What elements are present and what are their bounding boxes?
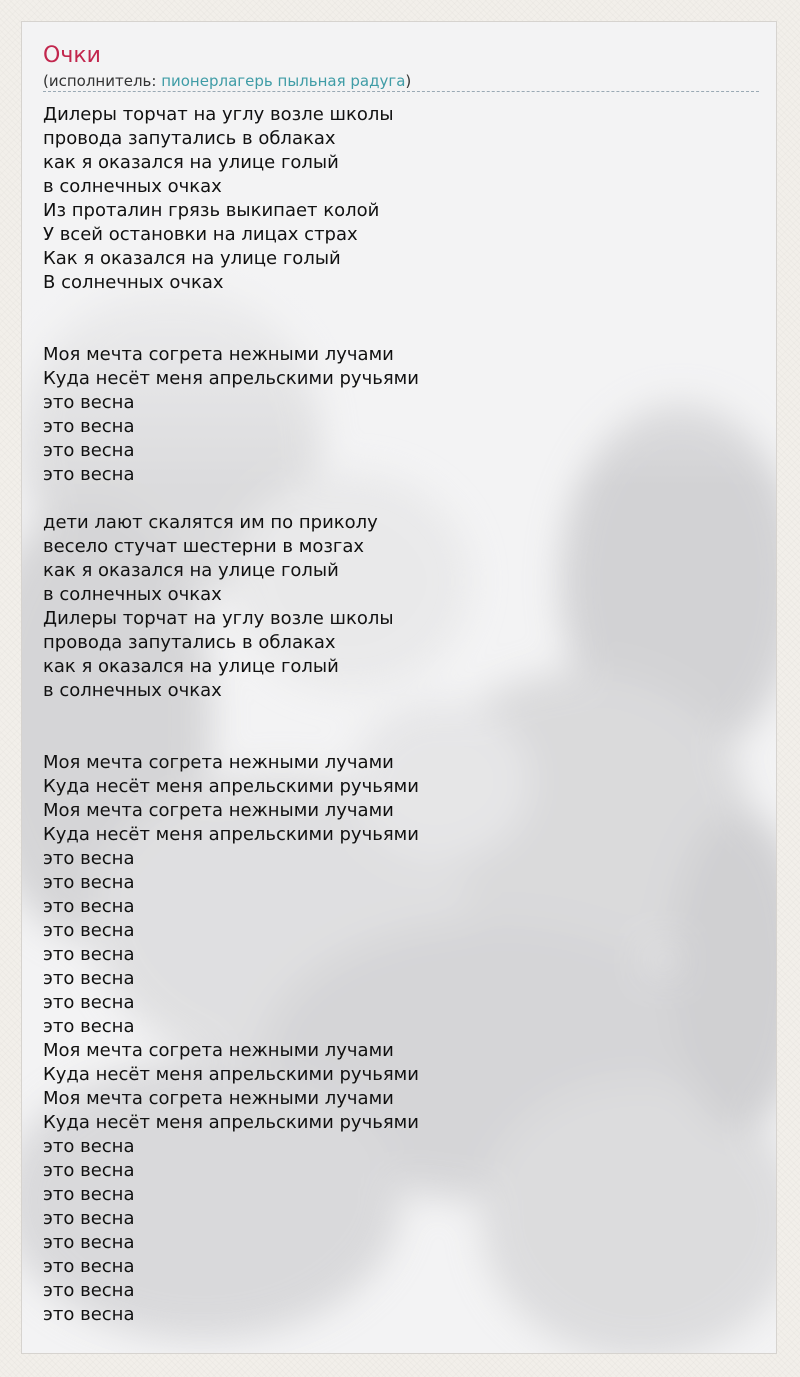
lyric-line: это весна	[43, 1280, 135, 1301]
lyric-line: дети лают скалятся им по приколу	[43, 512, 378, 533]
lyric-line: это весна	[43, 1184, 135, 1205]
lyric-line: в солнечных очках	[43, 176, 222, 197]
lyric-line: Куда несёт меня апрельскими ручьями	[43, 1064, 419, 1085]
lyric-line: весело стучат шестерни в мозгах	[43, 536, 365, 557]
lyric-line: это весна	[43, 1232, 135, 1253]
lyrics-text	[43, 103, 759, 1327]
lyric-line: Как я оказался на улице голый	[43, 248, 341, 269]
lyric-line: это весна	[43, 1304, 135, 1325]
lyric-line: Моя мечта согрета нежными лучами	[43, 752, 394, 773]
lyric-line: это весна	[43, 1256, 135, 1277]
lyric-line: это весна	[43, 416, 135, 437]
lyric-line	[43, 487, 759, 511]
artist-line	[43, 72, 759, 92]
lyric-line: как я оказался на улице голый	[43, 560, 339, 581]
lyric-line: это весна	[43, 872, 135, 893]
lyric-line: Моя мечта согрета нежными лучами	[43, 344, 394, 365]
song-content	[43, 40, 759, 1327]
artist-link[interactable]: пионерлагерь пыльная радуга	[161, 72, 406, 90]
lyric-line: в солнечных очках	[43, 680, 222, 701]
lyric-line: это весна	[43, 1160, 135, 1181]
lyric-line: это весна	[43, 920, 135, 941]
lyric-line: это весна	[43, 848, 135, 869]
lyric-line: Куда несёт меня апрельскими ручьями	[43, 776, 419, 797]
lyric-line: это весна	[43, 1016, 135, 1037]
lyric-line: Моя мечта согрета нежными лучами	[43, 1040, 394, 1061]
lyric-line: В солнечных очках	[43, 272, 224, 293]
lyric-line: Куда несёт меня апрельскими ручьями	[43, 368, 419, 389]
artist-suffix: )	[405, 72, 412, 90]
lyric-line: Куда несёт меня апрельскими ручьями	[43, 1112, 419, 1133]
lyric-line: Моя мечта согрета нежными лучами	[43, 1088, 394, 1109]
lyric-line: как я оказался на улице голый	[43, 152, 339, 173]
lyric-line	[43, 703, 759, 727]
lyric-line: Дилеры торчат на углу возле школы	[43, 104, 394, 125]
lyric-line: это весна	[43, 392, 135, 413]
lyric-line: это весна	[43, 896, 135, 917]
lyric-line: это весна	[43, 1136, 135, 1157]
lyric-line: это весна	[43, 1208, 135, 1229]
lyric-line	[43, 295, 759, 319]
lyric-line: Моя мечта согрета нежными лучами	[43, 800, 394, 821]
lyric-line	[43, 319, 759, 343]
lyric-line: это весна	[43, 992, 135, 1013]
lyric-line: это весна	[43, 968, 135, 989]
song-title: Очки	[43, 43, 101, 68]
lyric-line: Куда несёт меня апрельскими ручьями	[43, 824, 419, 845]
lyric-line: Из проталин грязь выкипает колой	[43, 200, 380, 221]
lyric-line: У всей остановки на лицах страх	[43, 224, 358, 245]
lyric-line: это весна	[43, 440, 135, 461]
artist-prefix: (исполнитель:	[43, 72, 162, 90]
lyric-line: это весна	[43, 944, 135, 965]
lyric-line: как я оказался на улице голый	[43, 656, 339, 677]
lyrics-card	[21, 21, 777, 1354]
lyric-line: это весна	[43, 464, 135, 485]
lyric-line: в солнечных очках	[43, 584, 222, 605]
lyric-line	[43, 727, 759, 751]
lyric-line: провода запутались в облаках	[43, 632, 336, 653]
lyric-line: Дилеры торчат на углу возле школы	[43, 608, 394, 629]
lyric-line: провода запутались в облаках	[43, 128, 336, 149]
